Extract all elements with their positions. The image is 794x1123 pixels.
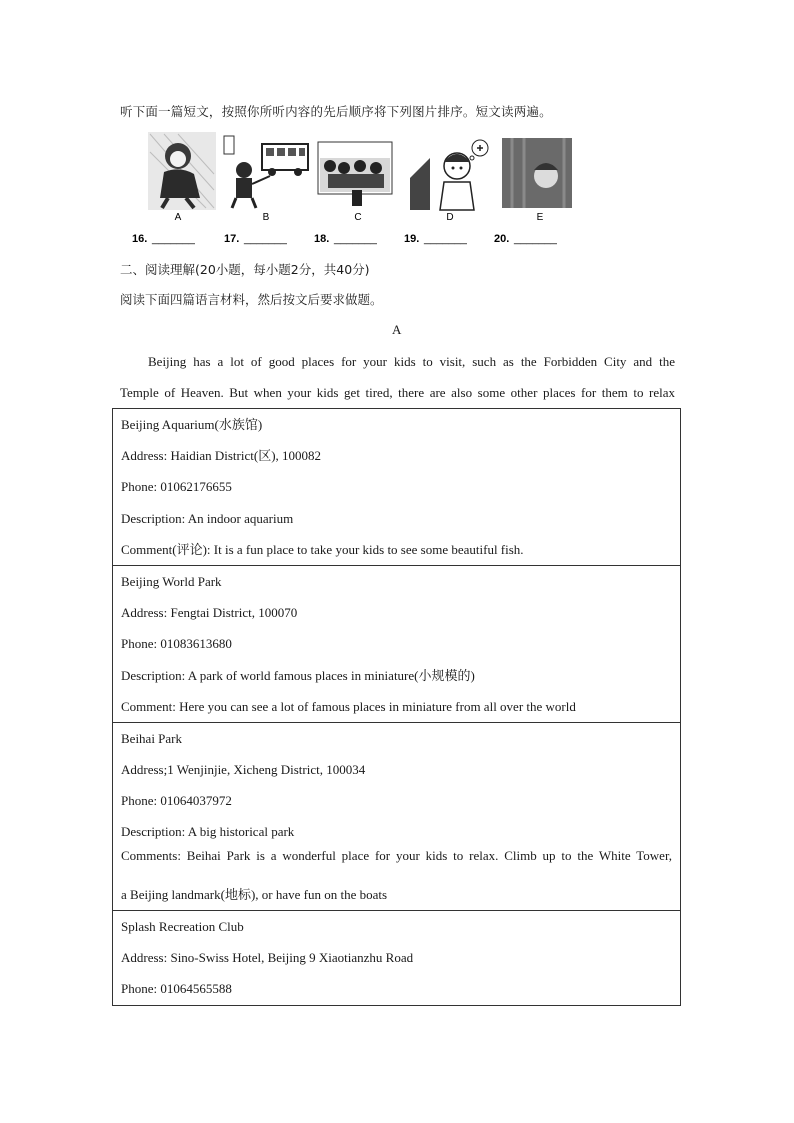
table-row xyxy=(113,911,681,1006)
place-address: Address: Sino-Swiss Hotel, Beijing 9 Xiaotianzhu Road xyxy=(121,950,414,966)
place-comment: Comments: Beihai Park is a wonderful place for your kids to relax. Climb up to the White Tower, xyxy=(121,847,672,863)
place-phone: Phone: 01062176655 xyxy=(121,479,232,495)
picture-letter: B xyxy=(262,212,270,223)
answer-blank: _______ xyxy=(334,233,377,245)
picture-a xyxy=(148,132,216,210)
place-comment: Comment(评论): It is a fun place to take your kids to see some beautiful fish. xyxy=(121,541,524,557)
table-row xyxy=(113,722,681,910)
section-title: 二、阅读理解(20小题，每小题2分，共40分) xyxy=(120,262,370,277)
picture-d xyxy=(410,140,488,210)
place-description: Description: An indoor aquarium xyxy=(121,510,294,526)
place-address: Address: Fengtai District, 100070 xyxy=(121,605,298,621)
picture-letter: D xyxy=(446,212,454,223)
section-subtitle: 阅读下面四篇语言材料，然后按文后要求做题。 xyxy=(120,292,383,307)
place-address: Address;1 Wenjinjie, Xicheng District, 100034 xyxy=(121,762,366,778)
picture-letter: A xyxy=(174,212,182,223)
answer-number: 16. xyxy=(132,233,148,245)
place-cell xyxy=(113,565,681,722)
answer-blank: _______ xyxy=(152,233,195,245)
listening-instruction: 听下面一篇短文，按照你所听内容的先后顺序将下列图片排序。短文读两遍。 xyxy=(120,104,552,119)
answer-number: 17. xyxy=(224,233,240,245)
place-cell xyxy=(113,409,681,566)
place-comment-continued: a Beijing landmark(地标), or have fun on the boats xyxy=(121,886,388,902)
answer-number: 20. xyxy=(494,233,510,245)
table-row xyxy=(113,565,681,722)
answer-number: 19. xyxy=(404,233,420,245)
answer-blank: _______ xyxy=(514,233,557,245)
place-cell xyxy=(113,911,681,1006)
place-comment: Comment: Here you can see a lot of famous places in miniature from all over the world xyxy=(121,698,576,714)
picture-letter: E xyxy=(536,212,544,223)
picture-b xyxy=(224,136,308,208)
places-table xyxy=(112,408,681,1006)
place-name: Splash Recreation Club xyxy=(121,919,244,934)
picture-letter: C xyxy=(354,212,362,223)
passage-intro-line-1: Beijing has a lot of good places for your kids to visit, such as the Forbidden City and the xyxy=(148,354,675,369)
place-phone: Phone: 01064565588 xyxy=(121,981,232,997)
place-name: Beijing Aquarium(水族馆) xyxy=(121,417,263,432)
place-phone: Phone: 01064037972 xyxy=(121,793,232,809)
table-row xyxy=(113,409,681,566)
passage-intro-line-2: Temple of Heaven. But when your kids get tired, there are also some other places for them to relax xyxy=(120,385,675,400)
place-name: Beijing World Park xyxy=(121,573,222,589)
place-cell xyxy=(113,722,681,910)
place-phone: Phone: 01083613680 xyxy=(121,636,232,652)
place-description: Description: A park of world famous places in miniature(小规模的) xyxy=(121,667,475,683)
answer-blank: _______ xyxy=(424,233,467,245)
passage-letter: A xyxy=(392,322,402,337)
picture-e xyxy=(502,138,572,208)
answer-blank: _______ xyxy=(244,233,287,245)
answer-number: 18. xyxy=(314,233,330,245)
picture-c xyxy=(318,142,392,206)
place-address: Address: Haidian District(区), 100082 xyxy=(121,448,322,464)
place-name: Beihai Park xyxy=(121,730,183,746)
listening-picture-strip xyxy=(120,128,586,250)
place-description: Description: A big historical park xyxy=(121,824,295,840)
